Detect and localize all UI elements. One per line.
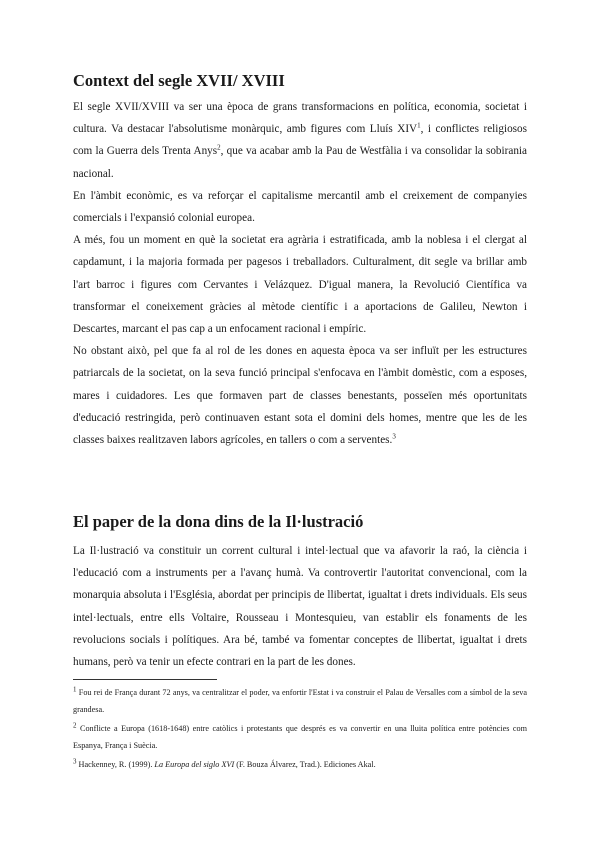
footnote-3 bbox=[73, 756, 527, 773]
footnote-2 bbox=[73, 720, 527, 754]
paragraph-text: No obstant això, pel que fa al rol de les dones en aquesta època va ser influït per les estructures patriarcals de la societat, on la seva funció principal s'enfocava en l'àmbit domèstic, com a esposes, mares i cuidadores. Les que formaven part de classes benestants, posseïen més oportunitats d'educació restringida, però continuaven estant sota el domini dels homes, mentre que les de les classes baixes realitzaven labors agrícoles, en tallers o com a serventes. bbox=[73, 345, 527, 447]
footnote-divider bbox=[73, 679, 217, 680]
footnote-mark: 1 bbox=[73, 685, 77, 694]
book-title: La Europa del siglo XVI bbox=[154, 760, 235, 769]
section-illustracio-body bbox=[73, 540, 527, 673]
paragraph-text: , que va acabar amb la Pau de Westfàlia i va consolidar la sobirania nacional. bbox=[73, 145, 527, 180]
footnote-ref-3[interactable]: 3 bbox=[392, 432, 396, 441]
paragraph: A més, fou un moment en què la societat era agrària i estratificada, amb la noblesa i el clergat al capdamunt, i la majoria formada per pagesos i treballadors. Culturalment, dit segle va brillar amb l'art barroc i figures com Cervantes i Velázquez. D'igual manera, la Revolució Científica va transformar el coneixement gràcies al mètode científic i a aportacions de Galileu, Newton i Descartes, marcant el pas cap a un enfocament racional i empíric. bbox=[73, 234, 527, 336]
footnote-text: Conflicte a Europa (1618-1648) entre catòlics i protestants que després es va convertir en una lluita política entre potències com Espanya, França i Suècia. bbox=[73, 724, 527, 750]
section-heading-illustracio: El paper de la dona dins de la Il·lustració bbox=[73, 512, 364, 531]
footnote-mark: 3 bbox=[73, 757, 77, 766]
footnote-ref-1[interactable]: 1 bbox=[417, 121, 421, 130]
paragraph bbox=[73, 340, 527, 451]
paragraph bbox=[73, 96, 527, 185]
section-heading-context: Context del segle XVII/ XVIII bbox=[73, 71, 285, 90]
paragraph: En l'àmbit econòmic, es va reforçar el capitalisme mercantil amb el creixement de companyies comercials i l'expansió colonial europea. bbox=[73, 189, 527, 225]
footnote-text: Fou rei de França durant 72 anys, va centralitzar el poder, va enfortir l'Estat i va construir el Palau de Versalles com a símbol de la seva grandesa. bbox=[73, 688, 527, 714]
footnote-text: Hackenney, R. (1999). bbox=[76, 760, 155, 769]
paragraph-text: El segle XVII/XVIII va ser una època de grans transformacions en política, economia, societat i cultura. Va destacar l'absolutisme monàrquic, amb figures com Lluís XIV bbox=[73, 101, 527, 136]
section-context-body bbox=[73, 96, 527, 451]
paragraph-text: , i conflictes religiosos com la Guerra dels Trenta Anys bbox=[73, 123, 527, 158]
footnotes bbox=[73, 684, 527, 775]
paragraph: La Il·lustració va constituir un corrent cultural i intel·lectual que va afavorir la raó, la ciència i l'educació com a instruments per a l'avanç humà. Va controvertir l'autoritat convencional, com la monarquia absoluta i l'Església, abordat per principis de llibertat, igualtat i drets individuals. Els seus intel·lectuals, entre ells Voltaire, Rousseau i Montesquieu, van establir els fonaments de les revolucions socials i polítiques. Ara bé, també va fomentar conceptes de llibertat, igualtat i drets humans, però va tenir un efecte contrari en la part de les dones. bbox=[73, 545, 527, 669]
footnote-text: (F. Bouza Álvarez, Trad.). Ediciones Akal. bbox=[234, 760, 376, 769]
footnote-mark: 2 bbox=[73, 721, 77, 730]
footnote-1 bbox=[73, 684, 527, 718]
footnote-ref-2[interactable]: 2 bbox=[217, 143, 221, 152]
